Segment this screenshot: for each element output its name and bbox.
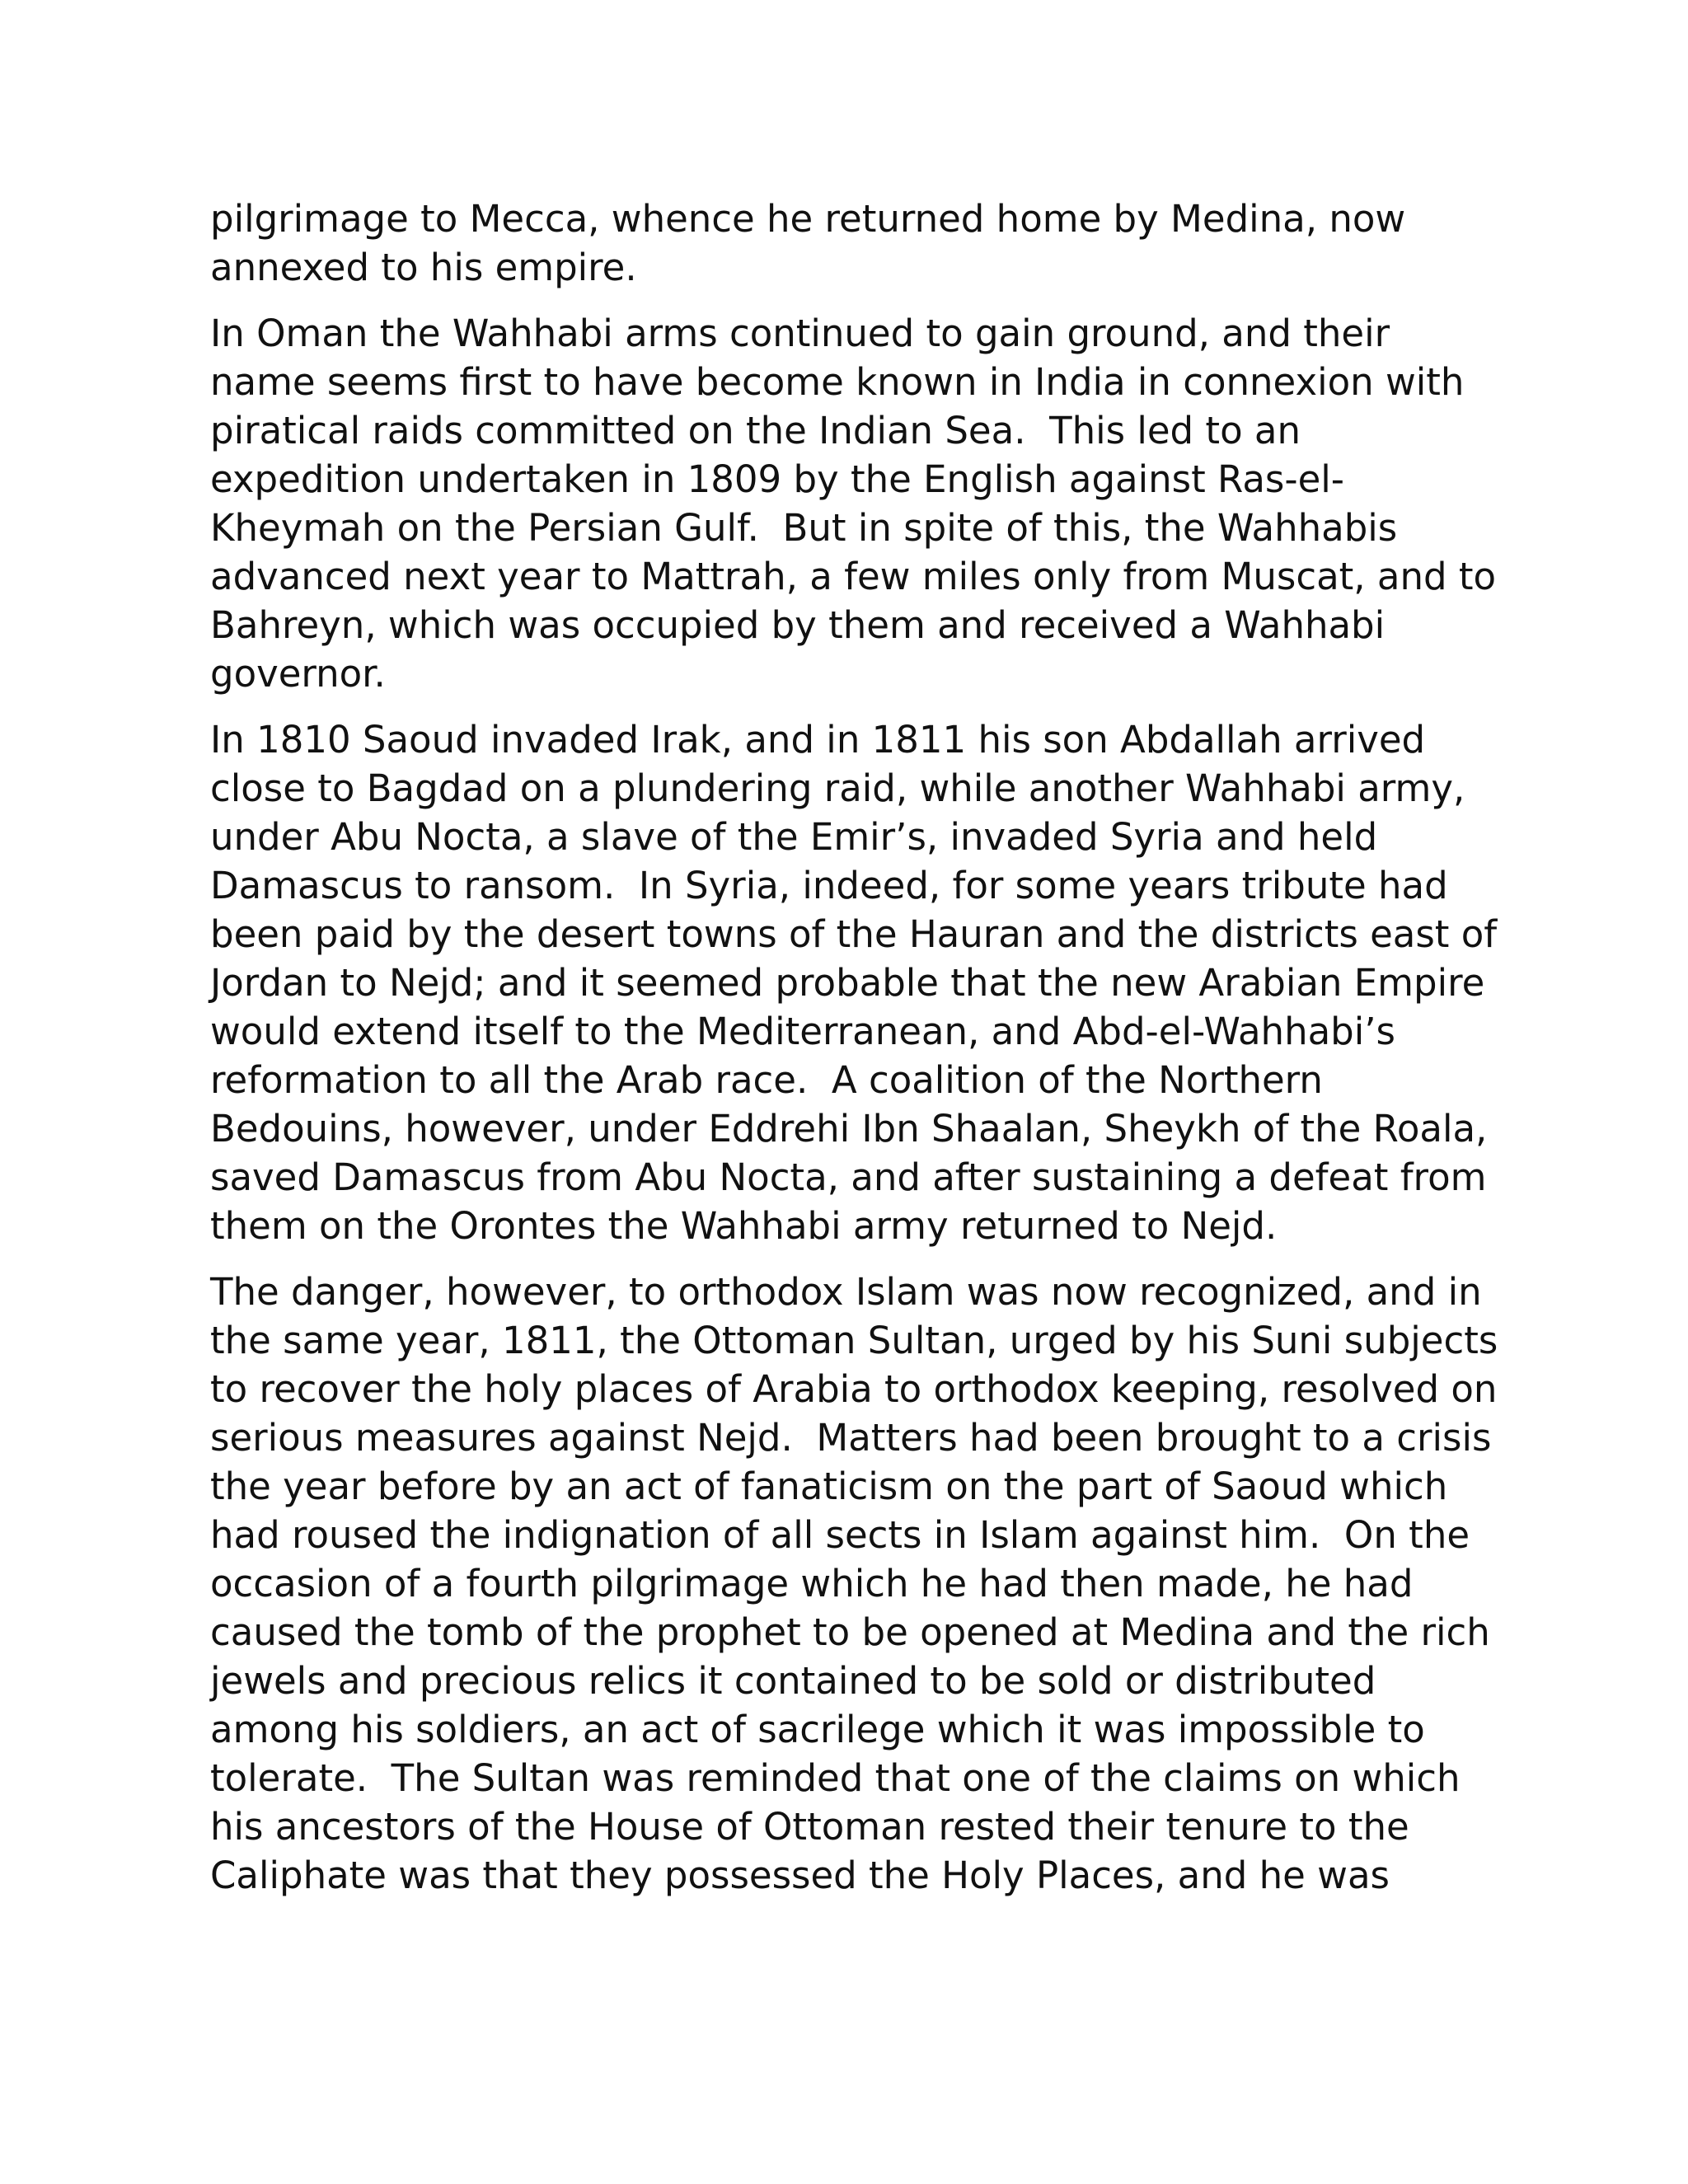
paragraph-oman	[210, 309, 1496, 698]
text-line: under Abu Nocta, a slave of the Emir’s, invaded Syria and held	[210, 815, 1378, 859]
text-line: his ancestors of the House of Ottoman rested their tenure to the	[210, 1805, 1409, 1849]
text-line: Kheymah on the Persian Gulf. But in spite of this, the Wahhabis	[210, 506, 1398, 550]
text-line: advanced next year to Mattrah, a few miles only from Muscat, and to	[210, 555, 1497, 598]
text-line: had roused the indignation of all sects in Islam against him. On the	[210, 1513, 1470, 1557]
text-line: caused the tomb of the prophet to be opened at Medina and the rich	[210, 1610, 1490, 1654]
text-line: Caliphate was that they possessed the Holy Places, and he was	[210, 1854, 1390, 1897]
text-line: the same year, 1811, the Ottoman Sultan, urged by his Suni subjects	[210, 1319, 1498, 1362]
text-line: among his soldiers, an act of sacrilege which it was impossible to	[210, 1708, 1425, 1751]
text-line: In Oman the Wahhabi arms continued to gain ground, and their	[210, 312, 1390, 355]
text-line: saved Damascus from Abu Nocta, and after sustaining a defeat from	[210, 1155, 1487, 1199]
text-line: Bedouins, however, under Eddrehi Ibn Shaalan, Sheykh of the Roala,	[210, 1107, 1488, 1151]
text-line: In 1810 Saoud invaded Irak, and in 1811 his son Abdallah arrived	[210, 718, 1426, 762]
text-line: the year before by an act of fanaticism on the part of Saoud which	[210, 1465, 1448, 1508]
paragraph-pilgrimage	[210, 194, 1496, 292]
text-line: would extend itself to the Mediterranean, and Abd-el-Wahhabi’s	[210, 1010, 1395, 1053]
text-line: Damascus to ransom. In Syria, indeed, for some years tribute had	[210, 864, 1448, 907]
text-line: jewels and precious relics it contained to be sold or distributed	[210, 1659, 1376, 1703]
text-line: Bahreyn, which was occupied by them and received a Wahhabi	[210, 603, 1386, 647]
text-line: close to Bagdad on a plundering raid, while another Wahhabi army,	[210, 766, 1465, 810]
text-line: to recover the holy places of Arabia to orthodox keeping, resolved on	[210, 1367, 1498, 1411]
text-line: piratical raids committed on the Indian Sea. This led to an	[210, 409, 1301, 452]
text-line: expedition undertaken in 1809 by the English against Ras-el-	[210, 457, 1345, 501]
text-line: governor.	[210, 652, 386, 696]
text-line: tolerate. The Sultan was reminded that one of the claims on which	[210, 1756, 1461, 1800]
text-line: Jordan to Nejd; and it seemed probable that the new Arabian Empire	[210, 961, 1485, 1005]
body-text	[210, 194, 1496, 1917]
text-line: been paid by the desert towns of the Hauran and the districts east of	[210, 912, 1498, 956]
text-line: The danger, however, to orthodox Islam was now recognized, and in	[210, 1270, 1482, 1314]
text-line: pilgrimage to Mecca, whence he returned home by Medina, now	[210, 197, 1406, 241]
text-line: annexed to his empire.	[210, 246, 637, 289]
text-line: occasion of a fourth pilgrimage which he had then made, he had	[210, 1562, 1414, 1605]
text-line: serious measures against Nejd. Matters had been brought to a crisis	[210, 1416, 1492, 1460]
text-line: them on the Orontes the Wahhabi army returned to Nejd.	[210, 1204, 1278, 1248]
paragraph-ottoman-sultan	[210, 1268, 1496, 1900]
text-line: name seems first to have become known in India in connexion with	[210, 360, 1465, 404]
paragraph-irak-syria	[210, 715, 1496, 1250]
text-line: reformation to all the Arab race. A coalition of the Northern	[210, 1058, 1323, 1102]
